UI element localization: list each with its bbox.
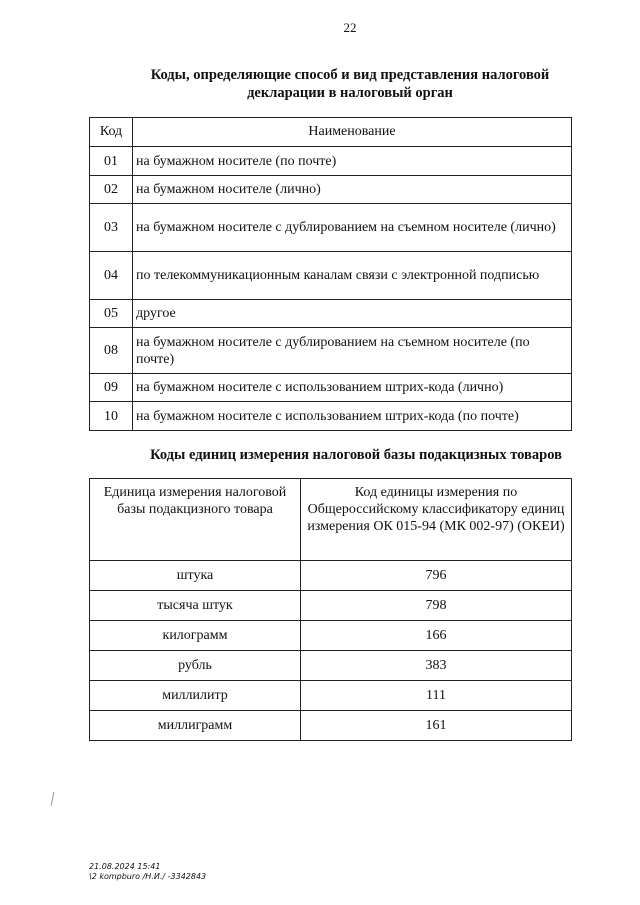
table-row	[90, 711, 572, 741]
row-code: 03	[90, 204, 133, 252]
table-row	[90, 374, 572, 402]
column-header-name: Наименование	[133, 118, 572, 147]
row-code: 01	[90, 147, 133, 176]
submission-codes-table	[89, 117, 572, 431]
table-row	[90, 651, 572, 681]
table-row	[90, 204, 572, 252]
row-name: на бумажном носителе с дублированием на съемном носителе (по почте)	[133, 328, 572, 374]
column-header-code: Код	[90, 118, 133, 147]
table-row	[90, 681, 572, 711]
table-row	[90, 300, 572, 328]
codes-table-title: Коды, определяющие способ и вид представления налоговой декларации в налоговый орган	[150, 67, 550, 101]
row-name: на бумажном носителе с использованием штрих-кода (по почте)	[133, 402, 572, 431]
table-row	[90, 176, 572, 204]
row-okei-code: 161	[301, 711, 572, 741]
table-row	[90, 147, 572, 176]
units-table	[89, 478, 572, 741]
row-okei-code: 798	[301, 591, 572, 621]
table-row	[90, 621, 572, 651]
row-unit: штука	[90, 561, 301, 591]
table-header-row	[90, 118, 572, 147]
units-table-title: Коды единиц измерения налоговой базы подакцизных товаров	[150, 447, 562, 463]
table-row	[90, 328, 572, 374]
table-row	[90, 591, 572, 621]
margin-pencil-mark	[51, 792, 55, 806]
row-code: 10	[90, 402, 133, 431]
row-unit: килограмм	[90, 621, 301, 651]
footer-timestamp: 21.08.2024 15:41	[89, 862, 161, 871]
row-code: 04	[90, 252, 133, 300]
row-okei-code: 111	[301, 681, 572, 711]
row-name: по телекоммуникационным каналам связи с электронной подписью	[133, 252, 572, 300]
row-unit: тысяча штук	[90, 591, 301, 621]
row-code: 05	[90, 300, 133, 328]
row-unit: миллилитр	[90, 681, 301, 711]
row-okei-code: 383	[301, 651, 572, 681]
footer-operator: \2 kompburo /Н.И./ -3342843	[89, 872, 207, 881]
table-row	[90, 252, 572, 300]
row-name: на бумажном носителе с дублированием на съемном носителе (лично)	[133, 204, 572, 252]
page-number: 22	[343, 20, 357, 35]
row-code: 09	[90, 374, 133, 402]
row-unit: миллиграмм	[90, 711, 301, 741]
row-code: 02	[90, 176, 133, 204]
column-header-okei-code: Код единицы измерения по Общероссийскому классификатору единиц измерения ОК 015-94 (МК 002-97) (ОКЕИ)	[301, 479, 572, 561]
column-header-unit: Единица измерения налоговой базы подакцизного товара	[90, 479, 301, 561]
table-header-row	[90, 479, 572, 561]
table-row	[90, 561, 572, 591]
row-name: на бумажном носителе с использованием штрих-кода (лично)	[133, 374, 572, 402]
row-name: на бумажном носителе (по почте)	[133, 147, 572, 176]
print-footer	[89, 862, 206, 882]
table-row	[90, 402, 572, 431]
row-code: 08	[90, 328, 133, 374]
row-okei-code: 796	[301, 561, 572, 591]
row-unit: рубль	[90, 651, 301, 681]
row-name: другое	[133, 300, 572, 328]
row-name: на бумажном носителе (лично)	[133, 176, 572, 204]
row-okei-code: 166	[301, 621, 572, 651]
